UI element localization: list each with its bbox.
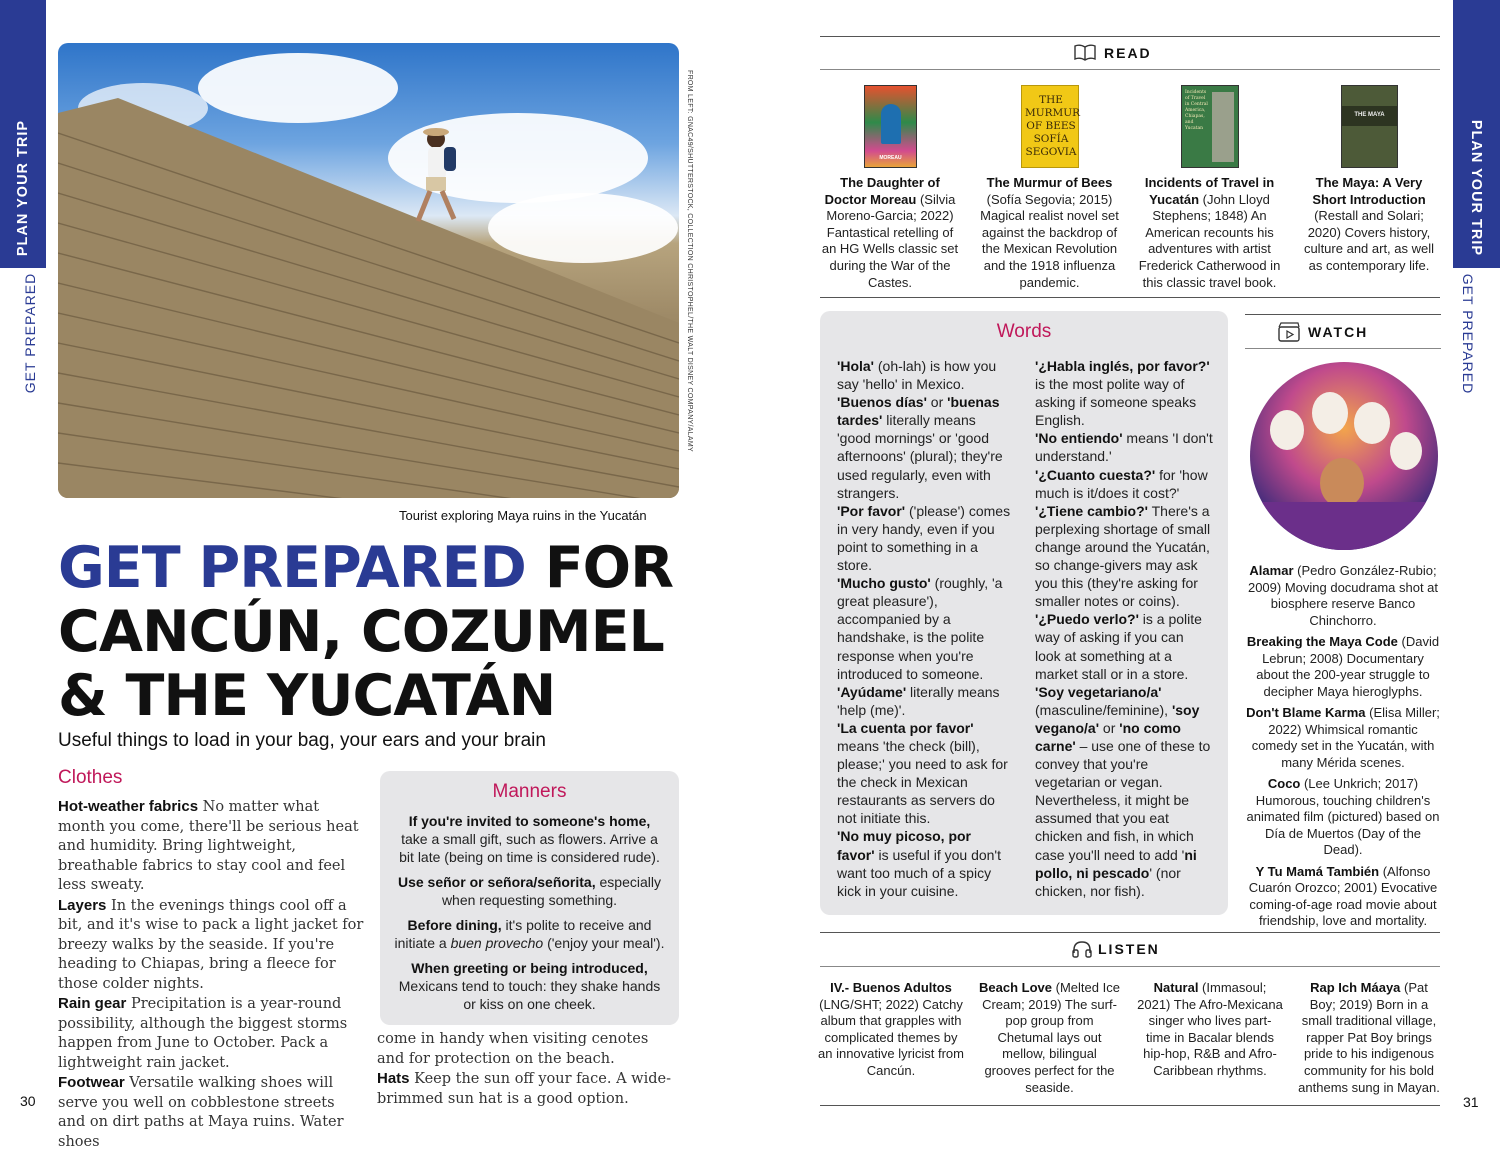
side-tab-left-plan-label: PLAN YOUR TRIP — [15, 119, 31, 257]
watch-item: Coco (Lee Unkrich; 2017) Humorous, touching children's animated film (pictured) based on Día de Muertos (Day of the Dead). — [1246, 776, 1440, 857]
pyramid-steps-graphic — [58, 43, 679, 498]
manners-item: If you're invited to someone's home, take a small gift, such as flowers. Arrive a bit late (being on time is considered rude). — [399, 813, 660, 865]
read-header-rule — [820, 69, 1440, 70]
photo-caption: Tourist exploring Maya ruins in the Yucatán — [399, 508, 647, 523]
phrase-item: 'Por favor' ('please') comes in very handy, even if you point to something in a store. — [837, 502, 1011, 574]
listen-item: Rap Ich Máaya (Pat Boy; 2019) Born in a small traditional village, rapper Pat Boy brings pride to his indigenous community for his bold anthems sung in Mayan. — [1298, 980, 1440, 1095]
manners-item: Before dining, it's polite to receive and initiate a buen provecho ('enjoy your meal'). — [394, 917, 665, 951]
photo-credit: FROM LEFT: GNAC49/SHUTTERSTOCK, COLLECTION CHRISTOPHEL/THE WALT DISNEY COMPANY/ALAMY — [686, 70, 693, 453]
clothes-item: Hot-weather fabrics No matter what month you come, there'll be serious heat and humidity. Bring lightweight, breathable fabrics to stay cool and feel less sweaty. — [58, 798, 359, 893]
listen-header-rule — [820, 966, 1440, 967]
clothes-continued: come in handy when visiting cenotes and for protection on the beach. — [377, 1031, 649, 1067]
side-tab-right-section: GET PREPARED — [1460, 273, 1476, 395]
read-bottom-rule — [820, 297, 1440, 298]
watch-item: Y Tu Mamá También (Alfonso Cuarón Orozco; 2001) Evocative coming-of-age road movie about friendship, love and mortality. — [1248, 863, 1438, 928]
phrase-item: '¿Tiene cambio?' There's a perplexing shortage of small change around the Yucatán, so change-givers may ask you this (they're asking for smaller notes or coins). — [1035, 502, 1211, 610]
words-column-left — [837, 357, 1012, 900]
side-tab-left-section: GET PREPARED — [22, 272, 38, 394]
manners-title: Manners — [492, 781, 567, 802]
clothes-item: Layers In the evenings things cool off a bit, and it's wise to pack a light jacket for breezy walks by the seaside. If you're heading to Chiapas, bring a fleece for those colder nights. — [58, 896, 364, 992]
watch-item: Don't Blame Karma (Elisa Miller; 2022) Whimsical romantic comedy set in the Yucatán, with many Mérida scenes. — [1246, 705, 1440, 770]
side-tab-left-plan — [0, 0, 46, 268]
book-cover-moreau: MOREAU — [864, 85, 917, 168]
watch-list — [1245, 563, 1441, 935]
page-subtitle: Useful things to load in your bag, your ears and your brain — [58, 730, 546, 751]
phrase-item: 'Mucho gusto' (roughly, 'a great pleasure'), accompanied by a handshake, is the polite response when you're introduced to someone. — [837, 575, 1003, 682]
manners-box — [380, 771, 679, 1025]
book-item: Incidents of Travel in Yucatán (John Lloyd Stephens; 1848) An American recounts his adventures with artist Frederick Catherwood in this classic travel book. — [1138, 175, 1281, 290]
words-box — [820, 311, 1228, 915]
book-cover-murmur: THE MURMUR OF BEES SOFÍA SEGOVIA — [1021, 85, 1079, 168]
watch-item: Breaking the Maya Code (David Lebrun; 2008) Documentary about the 200-year struggle to decipher Maya hieroglyphs. — [1246, 634, 1440, 699]
watch-header-label: WATCH — [1308, 324, 1369, 341]
listen-top-rule — [820, 932, 1440, 933]
maya-ruins-photo — [58, 43, 679, 498]
side-tab-right-plan — [1453, 0, 1500, 268]
headline-part1: FOR — [525, 535, 673, 601]
phrase-item: 'La cuenta por favor' means 'the check (bill), please;' you need to ask for the check in Mexican restaurants as servers do not initiate this. — [837, 719, 1008, 827]
listen-item: Beach Love (Melted Ice Cream; 2019) The surf-pop group from Chetumal lays out mellow, bilingual grooves perfect for the seaside. — [979, 980, 1120, 1095]
listen-item: IV.- Buenos Adultos (LNG/SHT; 2022) Catchy album that grapples with complicated themes by an innovative lyricist from Cancún. — [818, 980, 964, 1078]
listen-item: Natural (Immasoul; 2021) The Afro-Mexicana singer who lives part-time in Bacalar blends hip-hop, R&B and Afro-Caribbean rhythms. — [1137, 980, 1283, 1078]
coco-film-image — [1250, 362, 1438, 550]
page-headline — [58, 536, 698, 728]
headline-part3: & THE YUCATÁN — [58, 663, 556, 729]
book-item: The Maya: A Very Short Introduction (Restall and Solari; 2020) Covers history, culture and art, as well as contemporary life. — [1303, 175, 1435, 273]
clothes-column-2 — [377, 1030, 677, 1109]
film-icon — [1278, 322, 1300, 345]
headline-part2: CANCÚN, COZUMEL — [58, 599, 664, 665]
read-top-rule — [820, 36, 1440, 37]
watch-top-rule — [1245, 314, 1441, 315]
read-header-label: READ — [1104, 45, 1152, 62]
listen-header — [1072, 940, 1160, 961]
clothes-title: Clothes — [58, 767, 123, 788]
book-cover-maya: THE MAYA — [1341, 85, 1398, 168]
words-title: Words — [996, 321, 1052, 342]
watch-header — [1278, 322, 1368, 345]
watch-item: Alamar (Pedro González-Rubio; 2009) Moving docudrama shot at biosphere reserve Banco Chinchorro. — [1247, 563, 1439, 628]
phrase-item: 'No entiendo' means 'I don't understand.' — [1035, 430, 1213, 465]
headphones-icon — [1072, 940, 1092, 961]
headline-blue: GET PREPARED — [58, 535, 526, 601]
book-cover-incidents: Incidents of Travel in Central America, Chiapas, and Yucatan — [1181, 85, 1239, 168]
phrase-item: '¿Puedo verlo?' is a polite way of asking if you can look at something at a market stall or in a store. — [1035, 611, 1202, 682]
phrase-item: 'Ayúdame' literally means 'help (me)'. — [837, 683, 1000, 718]
clothes-item: Footwear Versatile walking shoes will serve you well on cobblestone streets and on dirt paths at Maya ruins. Water shoes — [58, 1074, 344, 1150]
book-item: The Murmur of Bees (Sofía Segovia; 2015) Magical realist novel set against the backdrop of the Mexican Revolution and the 1918 influenza pandemic. — [980, 175, 1119, 290]
manners-item: Use señor or señora/señorita, especially when requesting something. — [397, 874, 661, 908]
manners-item: When greeting or being introduced, Mexicans tend to touch: they shake hands or kiss on one cheek. — [398, 960, 661, 1012]
listen-header-label: LISTEN — [1098, 941, 1160, 958]
phrase-item: 'Buenos días' or 'buenas tardes' literally means 'good mornings' or 'good afternoons' (plural); they're used regularly, even with strangers. — [837, 394, 1003, 501]
words-column-right — [1035, 357, 1213, 900]
phrase-item: 'No muy picoso, por favor' is useful if you don't want too much of a spicy kick in your cuisine. — [837, 828, 1001, 899]
watch-header-rule — [1245, 348, 1441, 349]
side-tab-right-plan-label: PLAN YOUR TRIP — [1468, 119, 1484, 257]
phrase-item: '¿Cuanto cuesta?' for 'how much is it/does it cost?' — [1035, 466, 1208, 501]
book-item: The Daughter of Doctor Moreau (Silvia Moreno-Garcia; 2022) Fantastical retelling of an HG Wells classic set during the War of the Castes. — [821, 175, 959, 290]
phrase-item: 'Hola' (oh-lah) is how you say 'hello' in Mexico. — [837, 358, 997, 393]
page-number-left: 30 — [20, 1093, 36, 1109]
clothes-column-1 — [58, 797, 364, 1152]
phrase-item: 'Soy vegetariano/a' (masculine/feminine), 'soy vegano/a' or 'no como carne' – use one of these to convey that you're vegetarian or vegan. Nevertheless, it might be assumed that you eat chicken and fish, in which case you'll need to add 'ni pollo, ni pescado' (nor chicken, nor fish). — [1035, 683, 1211, 899]
book-icon — [1074, 44, 1096, 65]
listen-bottom-rule — [820, 1105, 1440, 1106]
read-header — [1074, 44, 1152, 65]
page-number-right: 31 — [1463, 1094, 1479, 1110]
clothes-item: Hats Keep the sun off your face. A wide-brimmed sun hat is a good option. — [377, 1070, 671, 1107]
clothes-item: Rain gear Precipitation is a year-round possibility, although the biggest storms happen from June to October. Pack a lightweight rain jacket. — [58, 995, 348, 1071]
phrase-item: '¿Habla inglés, por favor?' is the most polite way of asking if someone speaks English. — [1035, 358, 1210, 429]
hiker-figure — [418, 128, 456, 221]
